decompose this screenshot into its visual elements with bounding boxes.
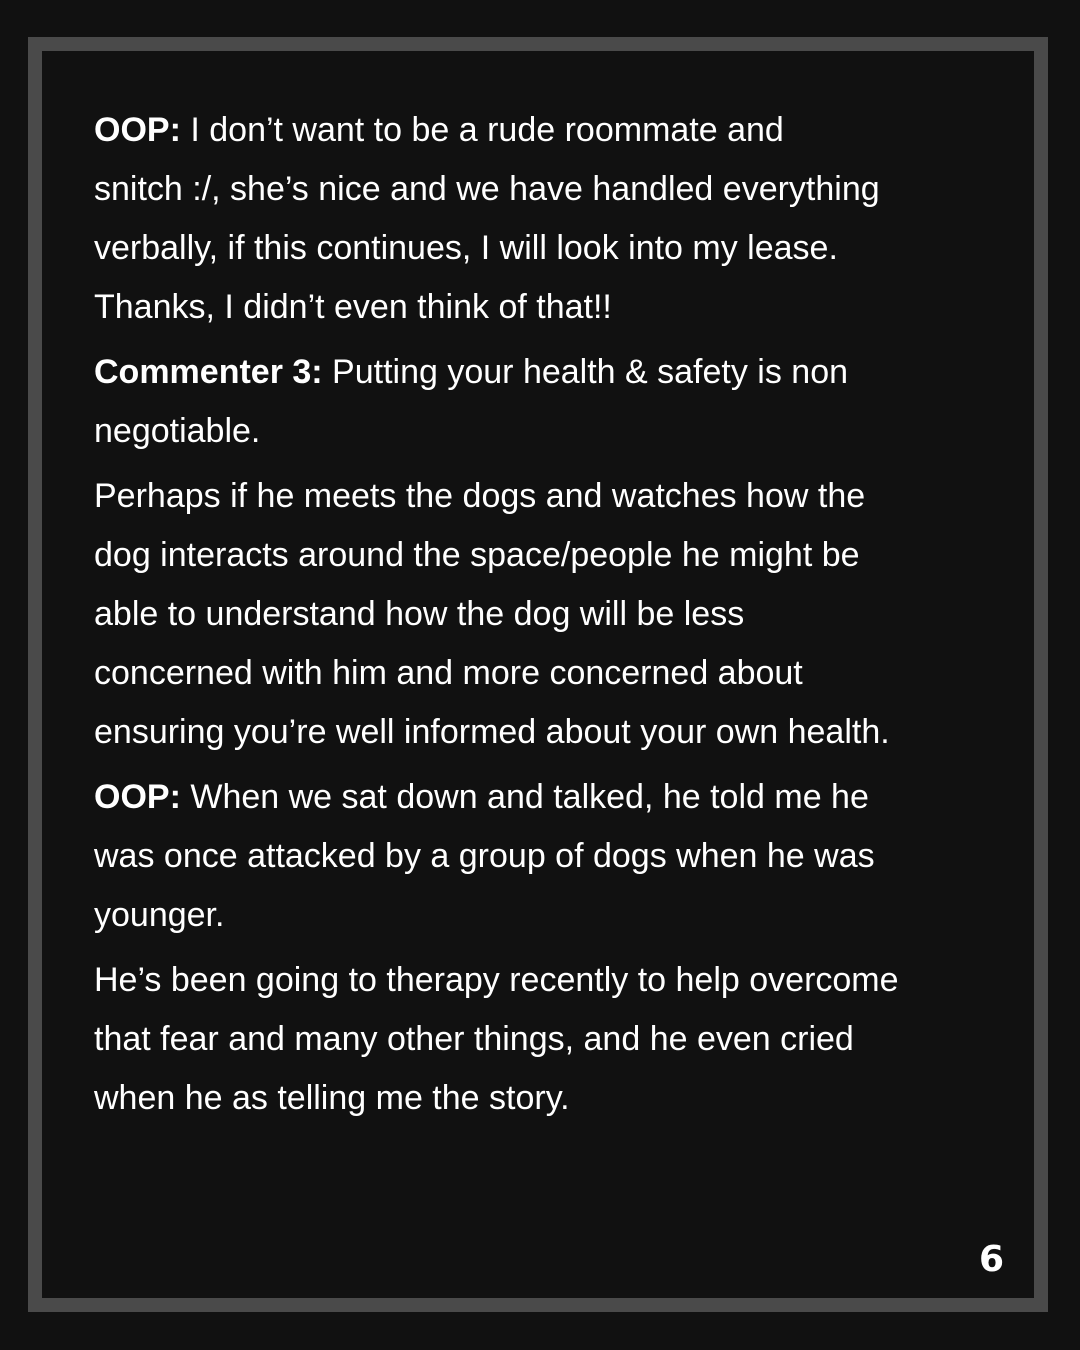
story-card-frame [28, 37, 1048, 1312]
paragraph-commenter-3 [94, 343, 1009, 461]
paragraph-text: When we sat down and talked, he told me he was once attacked by a group of dogs when he was younger. [94, 778, 875, 934]
paragraph-oop-reply-2-continued [94, 951, 1009, 1128]
paragraph-oop-reply-2 [94, 768, 1009, 945]
paragraph-text: Perhaps if he meets the dogs and watches how the dog interacts around the space/people he might be able to understand how the dog will be less concerned with him and more concerned about ensuring you’re well informed about your own health. [94, 477, 890, 751]
paragraph-text: I don’t want to be a rude roommate and snitch :/, she’s nice and we have handled everything verbally, if this continues, I will look into my lease. Thanks, I didn’t even think of that!! [94, 111, 880, 326]
speaker-label: Commenter 3: [94, 353, 323, 391]
paragraph-text: Putting your health & safety is non negotiable. [94, 353, 849, 450]
paragraph-oop-reply-1 [94, 101, 1009, 337]
paragraph-commenter-3-continued [94, 467, 1009, 762]
story-text-block [94, 101, 1009, 1134]
page-number: 6 [978, 1239, 1004, 1280]
speaker-label: OOP: [94, 111, 181, 149]
speaker-label: OOP: [94, 778, 181, 816]
paragraph-text: He’s been going to therapy recently to help overcome that fear and many other things, and he even cried when he as telling me the story. [94, 961, 899, 1117]
